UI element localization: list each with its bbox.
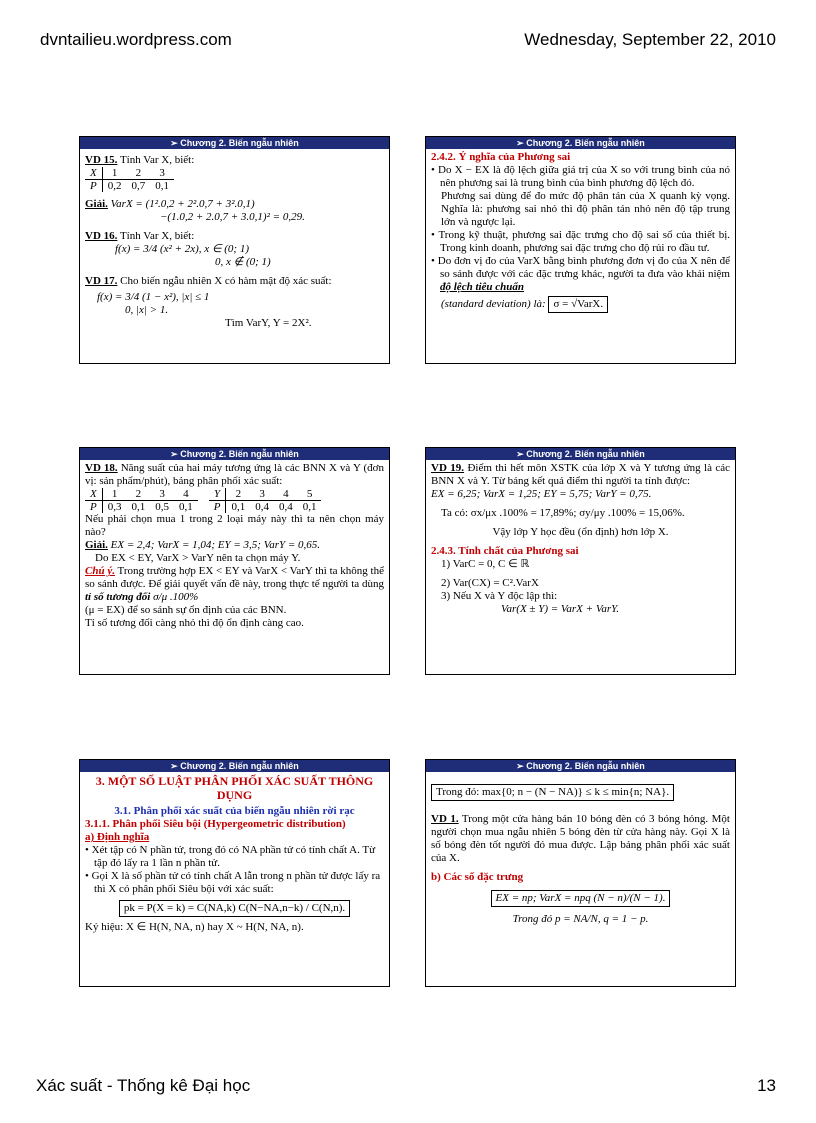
slide-title: ➢ Chương 2. Biến ngẫu nhiên bbox=[426, 137, 735, 149]
s4-heading: 2.4.3. Tính chất của Phương sai bbox=[431, 545, 579, 557]
vd16-text: Tính Var X, biết: bbox=[119, 230, 195, 242]
prop-1: 1) VarC = 0, C ∈ ℝ bbox=[441, 558, 530, 570]
s2-b1b: Phương sai dùng để đo mức độ phân tán của X quanh kỳ vọng. Nghĩa là: phương sai nhỏ thì độ phân tán nhỏ nên độ tập trung lớn và ngược lại. bbox=[441, 190, 730, 228]
s2-b3-en: (standard deviation) là: bbox=[441, 298, 546, 310]
s2-heading: 2.4.2. Ý nghĩa của Phương sai bbox=[431, 151, 571, 163]
giai-line1: VarX = (1².0,2 + 2².0,7 + 3².0,1) bbox=[110, 198, 255, 210]
giai-line2: −(1.0,2 + 2.0,7 + 3.0,1)² = 0,29. bbox=[160, 211, 305, 223]
s5-h31: 3.1. Phân phối xác suất của biến ngẫu nhiên rời rạc bbox=[114, 805, 355, 817]
vd15-label: VD 15. bbox=[85, 154, 118, 166]
ratio-formula: σ/μ .100% bbox=[153, 591, 199, 603]
vd18-conclusion: Do EX < EY, VarX > VarY nên ta chọn máy Y. bbox=[95, 552, 301, 564]
vd1-label: VD 1. bbox=[431, 813, 459, 825]
vd17-f2: 0, |x| > 1. bbox=[125, 304, 169, 316]
slide-5 bbox=[79, 759, 390, 987]
s5-b2: • Gọi X là số phần tử có tính chất A lẫn trong n phần tử được lấy ra thì X có phân phối Siêu bội với xác suất: bbox=[85, 870, 381, 895]
slide-title: ➢ Chương 2. Biến ngẫu nhiên bbox=[80, 760, 389, 772]
slide-title: ➢ Chương 2. Biến ngẫu nhiên bbox=[426, 448, 735, 460]
vd1-text: Trong một cửa hàng bán 10 bóng đèn có 3 bóng hỏng. Một người chọn mua ngẫu nhiên 5 bóng đèn từ cửa hàng này. Gọi X là số bóng đèn tốt người đó mua được. Lập bảng phân phối xác suất của X. bbox=[431, 813, 730, 864]
vd15-text: Tính Var X, biết: bbox=[119, 154, 195, 166]
slide-1 bbox=[79, 136, 390, 364]
header-site: dvntailieu.wordpress.com bbox=[40, 30, 232, 49]
giai-label: Giải. bbox=[85, 539, 108, 551]
term: tỉ số tương đối bbox=[85, 591, 151, 603]
header-date: Wednesday, September 22, 2010 bbox=[524, 30, 776, 49]
vd18-label: VD 18. bbox=[85, 462, 118, 474]
slide-3 bbox=[79, 447, 390, 675]
chu-y-label: Chú ý. bbox=[85, 565, 115, 577]
slide-title: ➢ Chương 2. Biến ngẫu nhiên bbox=[426, 760, 735, 772]
s2-b3-term: độ lệch tiêu chuẩn bbox=[440, 281, 525, 293]
hypergeom-formula: pk = P(X = k) = C(NA,k) C(N−NA,n−k) / C(N,n). bbox=[119, 900, 350, 917]
s6-b: b) Các số đặc trưng bbox=[431, 871, 524, 883]
prop-3: 3) Nếu X và Y độc lập thì: bbox=[441, 590, 558, 602]
s5-h311: 3.1.1. Phân phối Siêu bội (Hypergeometric distribution) bbox=[85, 818, 346, 830]
vd15-table: X 1 2 3 P 0,2 0,7 0,1 bbox=[85, 167, 174, 192]
vd18-table-y: Y 2 3 4 5 P 0,1 0,4 0,4 0,1 bbox=[209, 488, 322, 513]
s5-kyhieu: Ký hiệu: X ∈ H(N, NA, n) hay X ~ H(N, NA, n). bbox=[85, 921, 304, 933]
s6-trongdo: Trong đó: max{0; n − (N − NA)} ≤ k ≤ min{n; NA}. bbox=[431, 784, 674, 801]
slide-title: ➢ Chương 2. Biến ngẫu nhiên bbox=[80, 137, 389, 149]
note1: Trong trường hợp EX < EY và VarX < VarY thì ta không thể so sánh được. Để giải quyết vấn đề này, trong thực tế người ta dùng bbox=[85, 565, 384, 590]
prop-3-formula: Var(X ± Y) = VarX + VarY. bbox=[501, 603, 619, 615]
vd17-label: VD 17. bbox=[85, 275, 118, 287]
page-number: 13 bbox=[757, 1076, 776, 1095]
s5-b1: • Xét tập có N phần tử, trong đó có NA phần tử có tính chất A. Từ tập đó lấy ra 1 lần n phần tử. bbox=[85, 844, 376, 869]
prop-2: 2) Var(CX) = C².VarX bbox=[441, 577, 539, 589]
s6-trongdo2: Trong đó p = NA/N, q = 1 − p. bbox=[512, 913, 649, 925]
vd18-table-x: X 1 2 3 4 P 0,3 0,1 0,5 0,1 bbox=[85, 488, 198, 513]
s5-a: a) Định nghĩa bbox=[85, 831, 150, 843]
s2-b2: • Trong kỹ thuật, phương sai đặc trưng cho độ sai số của thiết bị. Trong kinh doanh, phương sai đặc trưng cho độ rủi ro đầu tư. bbox=[431, 229, 730, 254]
sigma-formula: σ = √VarX. bbox=[548, 296, 608, 313]
vd19-conclusion: Vậy lớp Y học đều (ổn định) hơn lớp X. bbox=[492, 526, 669, 538]
s5-title: 3. MỘT SỐ LUẬT PHÂN PHỐI XÁC SUẤT THÔNG DỤNG bbox=[95, 774, 374, 802]
vd17-f1: f(x) = 3/4 (1 − x²), |x| ≤ 1 bbox=[97, 291, 210, 303]
vd19-taco: Ta có: σx/μx .100% = 17,89%; σy/μy .100% = 15,06%. bbox=[441, 507, 685, 519]
vd17-text: Cho biến ngẫu nhiên X có hàm mật độ xác suất: bbox=[120, 275, 332, 287]
vd19-text: Điểm thi hết môn XSTK của lớp X và Y tương ứng là các BNN X và Y. Từ bảng kết quả điểm thi người ta tính được: bbox=[431, 462, 731, 487]
vd18-text: Năng suất của hai máy tương ứng là các BNN X và Y (đơn vị: sản phẩm/phút), bảng phân phối xác suất: bbox=[85, 462, 385, 487]
slide-4 bbox=[425, 447, 736, 675]
vd17-find: Tìm VarY, Y = 2X². bbox=[225, 317, 312, 329]
slide-2 bbox=[425, 136, 736, 364]
vd18-giai: EX = 2,4; VarX = 1,04; EY = 3,5; VarY = 0,65. bbox=[110, 539, 321, 551]
vd16-f1: f(x) = 3/4 (x² + 2x), x ∈ (0; 1) bbox=[115, 243, 250, 255]
vd16-f2: 0, x ∉ (0; 1) bbox=[215, 256, 271, 268]
s2-b1: • Do X − EX là độ lệch giữa giá trị của X so với trung bình của nó nên phương sai là trung bình của bình phương độ lệch đó. bbox=[431, 164, 730, 189]
vd16-label: VD 16. bbox=[85, 230, 118, 242]
footer-title: Xác suất - Thống kê Đại học bbox=[36, 1076, 251, 1095]
slide-6 bbox=[425, 759, 736, 987]
s2-b3a: • Do đơn vị đo của VarX bằng bình phương đơn vị đo của X nên để so sánh được với các đặc trưng khác, người ta đưa vào khái niệm bbox=[431, 255, 730, 280]
vd19-values: EX = 6,25; VarX = 1,25; EY = 5,75; VarY = 0,75. bbox=[431, 488, 652, 500]
note2: (μ = EX) để so sánh sự ổn định của các BNN. bbox=[85, 604, 287, 616]
vd18-question: Nếu phải chọn mua 1 trong 2 loại máy này thì ta nên chọn máy nào? bbox=[85, 513, 384, 538]
vd19-label: VD 19. bbox=[431, 462, 465, 474]
giai-label: Giải. bbox=[85, 198, 108, 210]
slide-title: ➢ Chương 2. Biến ngẫu nhiên bbox=[80, 448, 389, 460]
note3: Tỉ số tương đối càng nhỏ thì độ ổn định càng cao. bbox=[85, 617, 304, 629]
ex-var-formula: EX = np; VarX = npq (N − n)/(N − 1). bbox=[491, 890, 671, 907]
